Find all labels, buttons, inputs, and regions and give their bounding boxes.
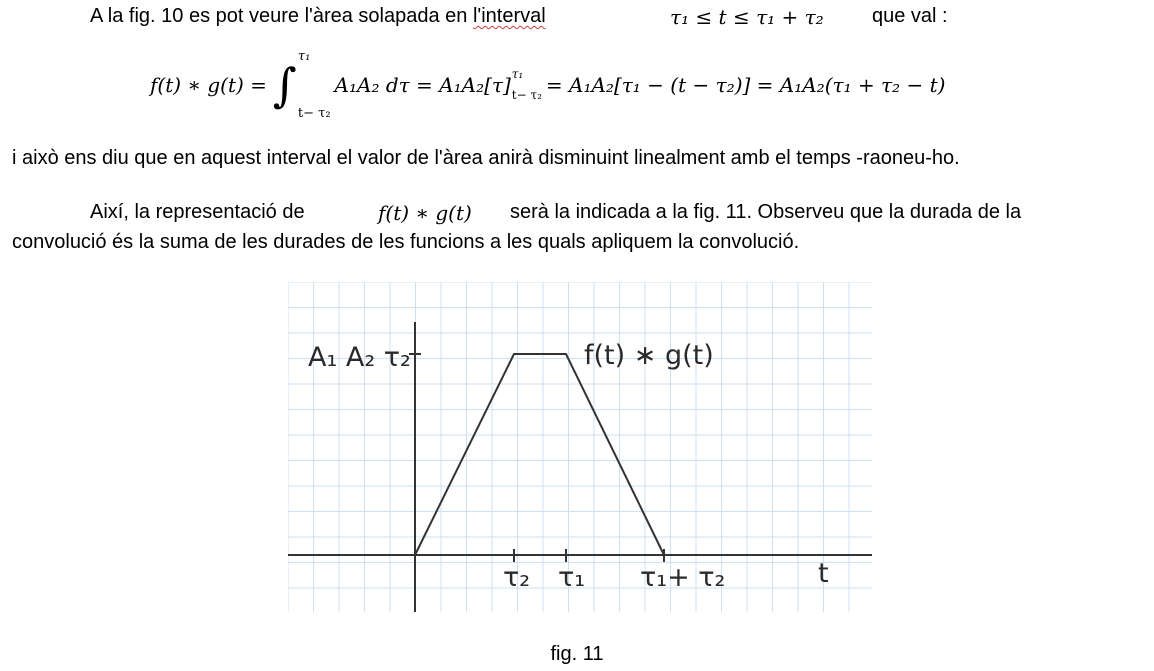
figure-11: [288, 282, 872, 612]
paragraph-1-text: A la fig. 10 es pot veure l'àrea solapada en: [90, 5, 473, 27]
x-tick-label-tau1: τ₁: [558, 562, 586, 593]
equation-lhs: f(t) ∗ g(t) =: [150, 73, 267, 97]
bracket-limits: [512, 68, 542, 102]
paragraph-2: i això ens diu que en aquest interval el valor de l'àrea anirà disminuint linealment amb el temps -raoneu-ho.: [12, 147, 960, 169]
integral-sign: ∫: [272, 58, 297, 112]
x-tick-label-tau2: τ₂: [503, 562, 531, 593]
y-label: A₁ A₂ τ₂: [308, 342, 411, 373]
curve-label: f(t) ∗ g(t): [584, 340, 714, 371]
interval-math: τ₁ ≤ t ≤ τ₁ + τ₂: [670, 5, 824, 29]
integral-upper-limit: τ₁: [297, 49, 311, 64]
bracket-term: [335, 68, 542, 102]
bracket-lower-limit: t− τ₂: [511, 88, 542, 102]
equation-integrand: A₁A₂ dτ = A₁A₂[τ]: [334, 73, 511, 97]
equation-rest: = A₁A₂[τ₁ − (t − τ₂)] = A₁A₂(τ₁ + τ₂ − t): [545, 73, 946, 97]
paragraph-3-start: Així, la representació de: [90, 201, 305, 223]
convolution-equation: [150, 50, 945, 120]
integral-lower-limit: t− τ₂: [297, 106, 331, 121]
integral: [273, 50, 331, 120]
paragraph-3-end: serà la indicada a la fig. 11. Observeu que la durada de la: [510, 201, 1022, 223]
bracket-upper-limit: τ₁: [511, 67, 524, 81]
paragraph-1-underlined: l'interval: [472, 5, 546, 27]
paragraph-1-tail: que val :: [872, 5, 948, 27]
paragraph-3-line2: convolució és la suma de les durades de les funcions a les quals apliquem la convolució.: [12, 231, 800, 253]
integral-limits: [298, 50, 331, 120]
paragraph-3-math: f(t) ∗ g(t): [378, 201, 472, 225]
figure-caption: fig. 11: [550, 643, 604, 665]
paragraph-1: [90, 4, 546, 28]
x-tick-label-sum: τ₁+ τ₂: [640, 562, 726, 593]
x-axis-label: t: [818, 558, 829, 589]
